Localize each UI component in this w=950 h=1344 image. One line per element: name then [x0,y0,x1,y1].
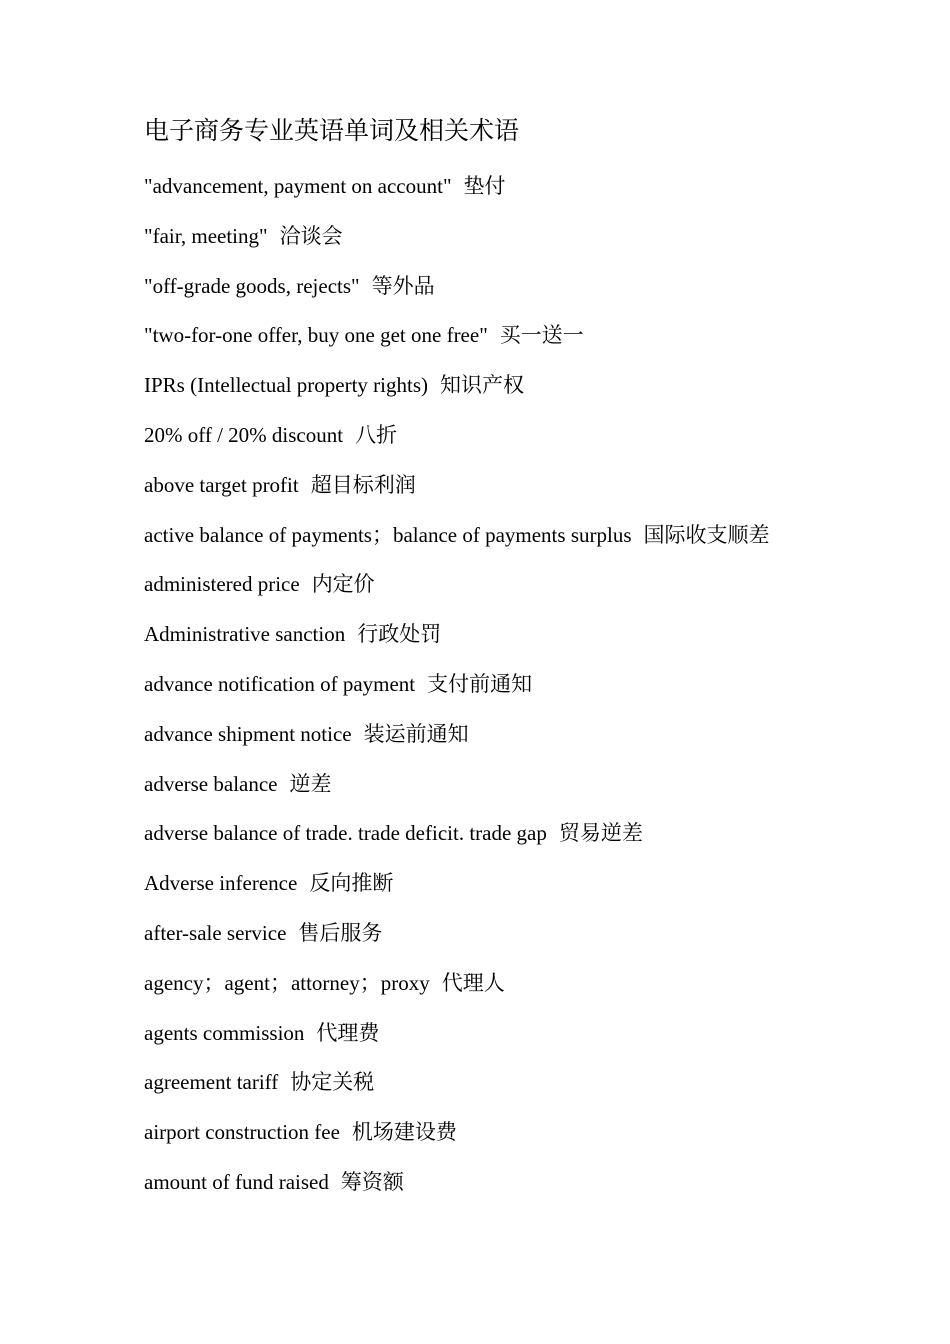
chinese-translation: 超目标利润 [310,472,416,497]
chinese-translation: 售后服务 [298,920,383,945]
english-term: IPRs (Intellectual property rights) [144,373,429,398]
chinese-translation: 代理人 [441,970,505,995]
chinese-translation: 买一送一 [499,323,584,348]
english-term: agency；agent；attorney；proxy [144,970,430,995]
glossary-entry [144,1066,770,1116]
english-term: agents commission [144,1020,305,1045]
glossary-entry [144,220,770,270]
english-term: "fair, meeting" [144,223,268,248]
english-term: 20% off / 20% discount [144,422,344,447]
chinese-translation: 协定关税 [290,1070,375,1095]
chinese-translation: 知识产权 [440,373,525,398]
english-term: "two-for-one offer, buy one get one free" [144,323,488,348]
chinese-translation: 垫付 [463,174,506,198]
glossary-entry [144,618,770,668]
english-term: after-sale service [144,920,287,945]
english-term: advance notification of payment [144,671,416,696]
chinese-translation: 机场建设费 [351,1120,457,1145]
glossary-entry [144,1166,770,1216]
english-term: agreement tariff [144,1070,279,1095]
english-term: airport construction fee [144,1120,340,1145]
chinese-translation: 筹资额 [340,1169,404,1194]
chinese-translation: 支付前通知 [427,671,533,696]
glossary-entry [144,568,770,618]
english-term: advance shipment notice [144,721,352,746]
glossary-entry [144,668,770,718]
english-term: adverse balance of trade. trade deficit. trade gap [144,821,547,846]
english-term: adverse balance [144,771,278,796]
glossary-entry [144,917,770,967]
chinese-translation: 装运前通知 [363,721,469,746]
chinese-translation: 反向推断 [309,871,394,896]
english-term: Administrative sanction [144,622,346,647]
chinese-translation: 行政处罚 [357,622,442,647]
glossary-entry [144,718,770,768]
glossary-entry [144,967,770,1017]
glossary-entry [144,270,770,320]
glossary-list [144,170,770,1216]
chinese-translation: 内定价 [311,572,375,597]
glossary-entry [144,1017,770,1067]
chinese-translation: 贸易逆差 [558,821,643,846]
english-term: active balance of payments；balance of payments surplus [144,522,632,547]
glossary-entry [144,867,770,917]
english-term: amount of fund raised [144,1169,329,1194]
english-term: above target profit [144,472,299,497]
glossary-entry [144,768,770,818]
chinese-translation: 代理费 [316,1020,380,1045]
glossary-entry [144,817,770,867]
chinese-translation: 八折 [355,422,398,447]
glossary-entry [144,319,770,369]
english-term: "off-grade goods, rejects" [144,273,360,298]
glossary-entry [144,519,770,569]
glossary-entry [144,419,770,469]
document-title: 电子商务专业英语单词及相关术语 [144,118,520,145]
glossary-entry [144,1116,770,1166]
glossary-entry [144,469,770,519]
chinese-translation: 国际收支顺差 [643,522,770,547]
english-term: Adverse inference [144,871,298,896]
chinese-translation: 等外品 [371,273,435,298]
glossary-entry [144,170,770,220]
chinese-translation: 逆差 [289,771,332,796]
english-term: "advancement, payment on account" [144,174,452,198]
english-term: administered price [144,572,300,597]
chinese-translation: 洽谈会 [279,223,343,248]
glossary-entry [144,369,770,419]
